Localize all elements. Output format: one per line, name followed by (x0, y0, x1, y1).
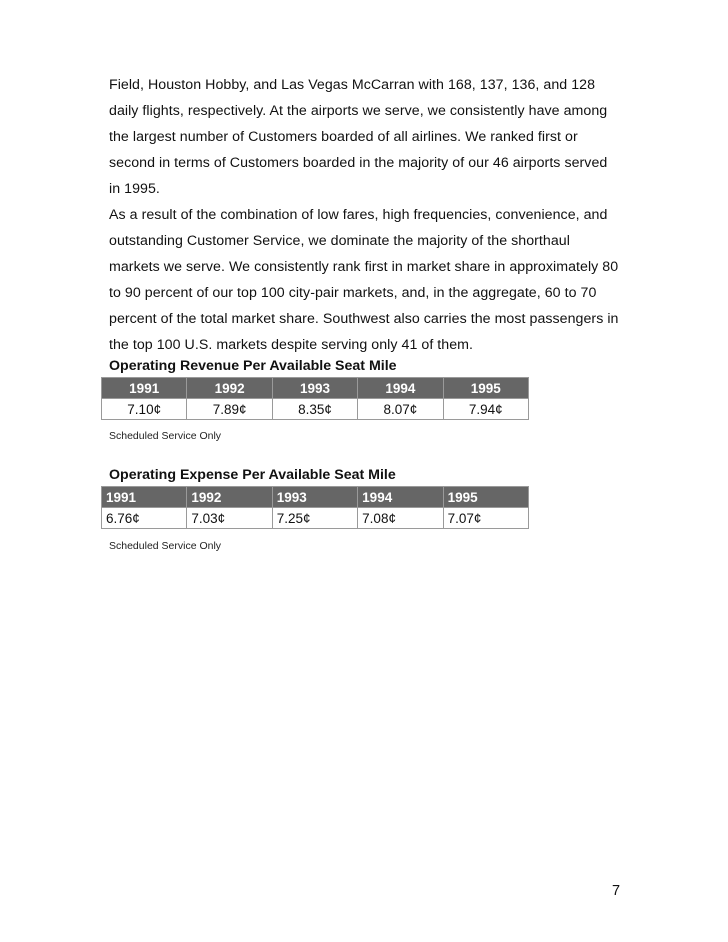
year-header: 1995 (443, 487, 528, 508)
text-line: in 1995. (109, 181, 160, 197)
expense-value-cell: 7.07¢ (443, 508, 528, 529)
year-header: 1992 (187, 487, 272, 508)
year-header: 1993 (272, 378, 357, 399)
revenue-table-title: Operating Revenue Per Available Seat Mile (109, 358, 397, 374)
expense-table-note: Scheduled Service Only (109, 540, 222, 552)
text-line: percent of the total market share. Southwest also carries the most passengers in (109, 311, 619, 327)
revenue-table (101, 377, 529, 420)
year-header: 1994 (358, 378, 443, 399)
text-line: markets we serve. We consistently rank first in market share in approximately 80 (109, 259, 619, 275)
expense-value-cell: 6.76¢ (102, 508, 187, 529)
revenue-value-cell: 7.94¢ (443, 399, 528, 420)
revenue-value-cell: 7.89¢ (187, 399, 272, 420)
expense-table (101, 486, 529, 529)
paragraph-airports (109, 72, 629, 202)
text-line: daily flights, respectively. At the airports we serve, we consistently have among (109, 103, 608, 119)
expense-value-cell: 7.25¢ (272, 508, 357, 529)
text-line: the top 100 U.S. markets despite serving only 41 of them. (109, 337, 474, 353)
expense-table-title: Operating Expense Per Available Seat Mile (109, 467, 396, 483)
page-number: 7 (612, 883, 621, 899)
table-header-row (102, 487, 529, 508)
table-row (102, 399, 529, 420)
table-row (102, 508, 529, 529)
year-header: 1991 (102, 487, 187, 508)
expense-value-cell: 7.03¢ (187, 508, 272, 529)
expense-value-cell: 7.08¢ (358, 508, 443, 529)
paragraph-market-share (109, 202, 629, 358)
revenue-value-cell: 8.35¢ (272, 399, 357, 420)
table-header-row (102, 378, 529, 399)
revenue-value-cell: 7.10¢ (102, 399, 187, 420)
year-header: 1993 (272, 487, 357, 508)
year-header: 1994 (358, 487, 443, 508)
text-line: Field, Houston Hobby, and Las Vegas McCarran with 168, 137, 136, and 128 (109, 77, 596, 93)
text-line: the largest number of Customers boarded of all airlines. We ranked first or (109, 129, 578, 145)
revenue-table-note: Scheduled Service Only (109, 430, 222, 442)
text-line: As a result of the combination of low fares, high frequencies, convenience, and (109, 207, 608, 223)
year-header: 1991 (102, 378, 187, 399)
text-line: outstanding Customer Service, we dominate the majority of the shorthaul (109, 233, 570, 249)
text-line: second in terms of Customers boarded in the majority of our 46 airports served (109, 155, 608, 171)
year-header: 1992 (187, 378, 272, 399)
year-header: 1995 (443, 378, 528, 399)
text-line: to 90 percent of our top 100 city-pair markets, and, in the aggregate, 60 to 70 (109, 285, 597, 301)
revenue-value-cell: 8.07¢ (358, 399, 443, 420)
